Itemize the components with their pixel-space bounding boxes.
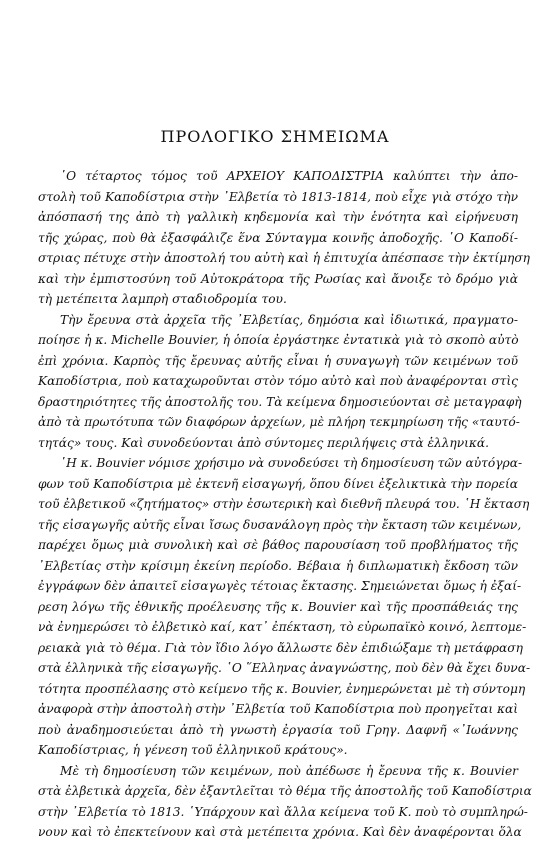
text-line: Καποδίστριας, ἡ γένεση τοῦ ἑλληνικοῦ κράτους». [38, 743, 348, 757]
text-line: ποὺ ἀναδημοσιεύεται ἀπὸ τὴ γνωστὴ ἐργασία τοῦ Γρηγ. Δαφνῆ «᾿Ιωάννης [38, 722, 518, 737]
text-line: ἀπὸ τὰ πρωτότυπα τῶν διαφόρων ἀρχείων, μὲ πλήρη τεκμηρίωση τῆς «ταυτό- [38, 415, 520, 429]
text-line: ῾Η κ. Bouvier νόμισε χρήσιμο νὰ συνοδεύσει τὴ δημοσίευση τῶν αὐτόγρα- [60, 456, 523, 470]
text-line: νὰ ἐνημερώσει τὸ ἐλβετικὸ καί, κατ᾿ ἐπέκταση, τὸ εὐρωπαϊκὸ κοινό, λεπτομε- [38, 620, 527, 634]
text-line: νουν καὶ τὸ ἐπεκτείνουν καὶ στὰ μετέπειτα χρόνια. Καὶ δὲν ἀναφέρονται ὅλα [38, 825, 522, 839]
text-line: στὰ ἑλληνικὰ τῆς εἰσαγωγῆς. ῾Ο ῞Ελληνας ἀναγνώστης, ποὺ δὲν θὰ ἔχει δυνα- [38, 661, 531, 675]
text-line: Μὲ τὴ δημοσίευση τῶν κειμένων, ποὺ ἀπέδωσε ἡ ἔρευνα τῆς κ. Bouvier [60, 763, 518, 778]
text-line: τῆς χώρας, ποὺ θὰ ἐξασφάλιζε ἕνα Σύνταγμα κοινῆς ἀποδοχῆς. ῾Ο Καποδί- [38, 230, 518, 245]
text-line: ρεση λόγω τῆς ἐθνικῆς προέλευσης τῆς κ. Bouvier καὶ τῆς προσπάθειάς της [38, 599, 518, 614]
text-line: ἐπὶ χρόνια. Καρπὸς τῆς ἔρευνας αὐτῆς εἶναι ἡ συναγωγὴ τῶν κειμένων τοῦ [38, 353, 518, 368]
text-line: παρέχει ὅμως μιὰ συνολικὴ καὶ σὲ βάθος παρουσίαση τοῦ προβλήματος τῆς [38, 538, 518, 552]
text-line: στριας πέτυχε στὴν ἀποστολή του αὐτὴ καὶ ἡ ἐπιτυχία ἀπέσπασε τὴν ἐκτίμηση [38, 251, 530, 265]
text-line: ἀπόσπασή της ἀπὸ τὴ γαλλικὴ κηδεμονία καὶ τὴν ἑνότητα καὶ εἰρήνευση [38, 210, 518, 224]
text-line: ρειακὰ γιὰ τὸ θέμα. Γιὰ τὸν ἴδιο λόγο ἄλλωστε δὲν ἐπιδιώξαμε τὴ μετάφραση [38, 640, 523, 655]
page-title: ΠΡΟΛΟΓΙΚΟ ΣΗΜΕΙΩΜΑ [160, 127, 390, 146]
text-line: Καποδίστρια, ποὺ καταχωροῦνται στὸν τόμο αὐτὸ καὶ ποὺ ἀναφέρονται στὶς [38, 374, 518, 388]
text-line: στὰ ἐλβετικὰ ἀρχεῖα, δὲν ἐξαντλεῖται τὸ θέμα τῆς ἀποστολῆς τοῦ Καποδίστρια [38, 784, 532, 798]
body-text [38, 166, 532, 843]
text-line: δραστηριότητες τῆς ἀποστολῆς του. Τὰ κείμενα δημοσιεύονται σὲ μεταγραφὴ [38, 394, 522, 409]
text-line: ἐγγράφων δὲν ἀπαιτεῖ εἰσαγωγὲς τέτοιας ἔκτασης. Σημειώνεται ὅμως ἡ ἐξαί- [38, 579, 522, 593]
text-line: στὴν ᾿Ελβετία τὸ 1813. ῾Υπάρχουν καὶ ἄλλα κείμενα τοῦ Κ. ποὺ τὸ συμπληρώ- [38, 804, 528, 819]
text-line: ποίησε ἡ κ. Michelle Bouvier, ἡ ὁποία ἐργάστηκε ἐντατικὰ γιὰ τὸ σκοπὸ αὐτὸ [38, 333, 519, 347]
text-line: φων τοῦ Καποδίστρια μὲ ἐκτενῆ εἰσαγωγή, ὅπου δίνει ἐξελικτικὰ τὴν πορεία [38, 476, 518, 491]
text-line: ᾿Ελβετίας στὴν κρίσιμη ἐκείνη περίοδο. Βέβαια ἡ διπλωματικὴ ἔκδοση τῶν [38, 558, 518, 573]
text-line: τοῦ ἐλβετικοῦ «ζητήματος» στὴν ἐσωτερικὴ καὶ διεθνῆ πλευρά του. ῾Η ἔκταση [38, 497, 530, 511]
text-line: τητάς» τους. Καὶ συνοδεύονται ἀπὸ σύντομες περιλήψεις στὰ ἑλληνικά. [38, 435, 490, 450]
text-line: τὴ μετέπειτα λαμπρὴ σταδιοδρομία του. [38, 292, 287, 306]
text-line: στολὴ τοῦ Καποδίστρια στὴν ᾿Ελβετία τὸ 1813-1814, ποὺ εἶχε γιὰ στόχο τὴν [38, 189, 518, 204]
text-line: τότητα προσπέλασης στὸ κείμενο τῆς κ. Bouvier, ἐνημερώνεται μὲ τὴ σύντομη [38, 681, 526, 696]
text-line: Τὴν ἔρευνα στὰ ἀρχεῖα τῆς ᾿Ελβετίας, δημόσια καὶ ἰδιωτικά, πραγματο- [60, 312, 518, 327]
text-line: ἀναφορὰ στὴν ἀποστολὴ στὴν ᾿Ελβετία τοῦ Καποδίστρια ποὺ προηγεῖται καὶ [38, 702, 519, 716]
text-line: καὶ τὴν ἐμπιστοσύνη τοῦ Αὐτοκράτορα τῆς Ρωσίας καὶ ἄνοιξε τὸ δρόμο γιὰ [38, 271, 518, 286]
text-line: ῾Ο τέταρτος τόμος τοῦ ΑΡΧΕΙΟΥ ΚΑΠΟΔΙΣΤΡΙΑ καλύπτει τὴν ἀπο- [60, 169, 518, 183]
text-line: τῆς εἰσαγωγῆς αὐτῆς εἶναι ἴσως δυσανάλογη πρὸς τὴν ἔκταση τῶν κειμένων, [38, 517, 522, 532]
